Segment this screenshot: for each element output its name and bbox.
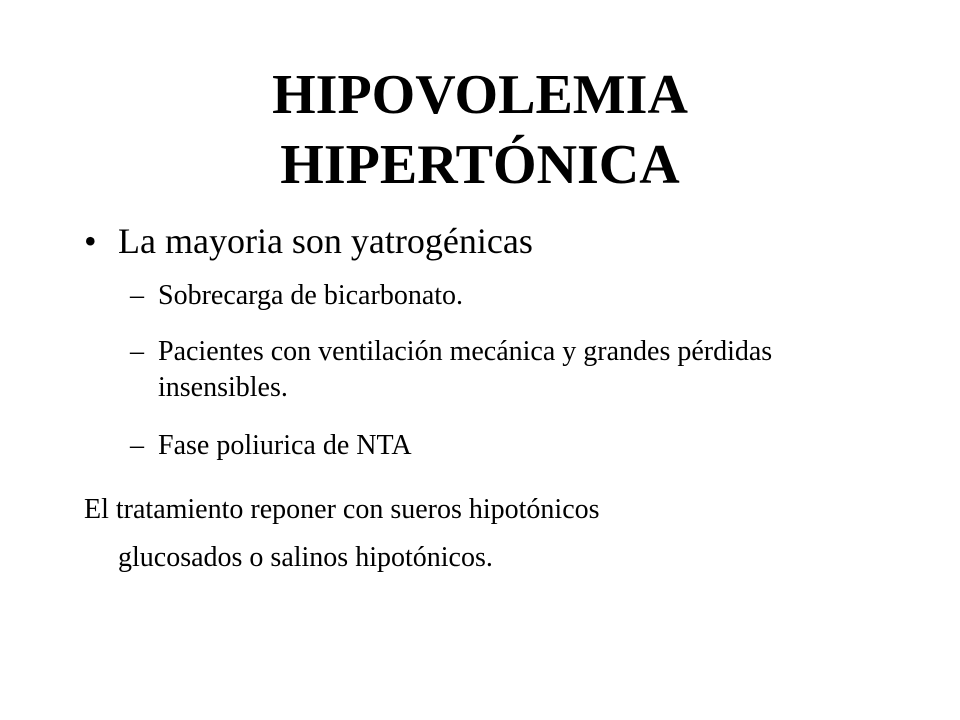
sub-bullet-item (130, 428, 890, 464)
sub-bullet-item (130, 278, 890, 314)
treatment-paragraph (84, 486, 884, 582)
sub-bullet-text: Fase poliurica de NTA (158, 430, 412, 461)
sub-bullet-text: Sobrecarga de bicarbonato. (158, 280, 464, 311)
bullet-item (84, 218, 533, 264)
title-line-2: HIPERTÓNICA (280, 134, 680, 196)
sub-bullet-marker: – (130, 280, 144, 311)
sub-bullet-marker: – (130, 336, 144, 367)
sub-bullet-text: Pacientes con ventilación mecánica y grandes pérdidas insensibles. (158, 336, 773, 403)
sub-bullet-marker: – (130, 430, 144, 461)
treatment-line-1: El tratamiento reponer con sueros hipotónicos (84, 494, 600, 525)
title-line-1: HIPOVOLEMIA (272, 64, 688, 126)
sub-bullet-item (130, 334, 890, 406)
bullet-marker: • (84, 221, 97, 261)
bullet-text: La mayoria son yatrogénicas (118, 221, 533, 261)
treatment-line-2: glucosados o salinos hipotónicos. (118, 542, 493, 573)
